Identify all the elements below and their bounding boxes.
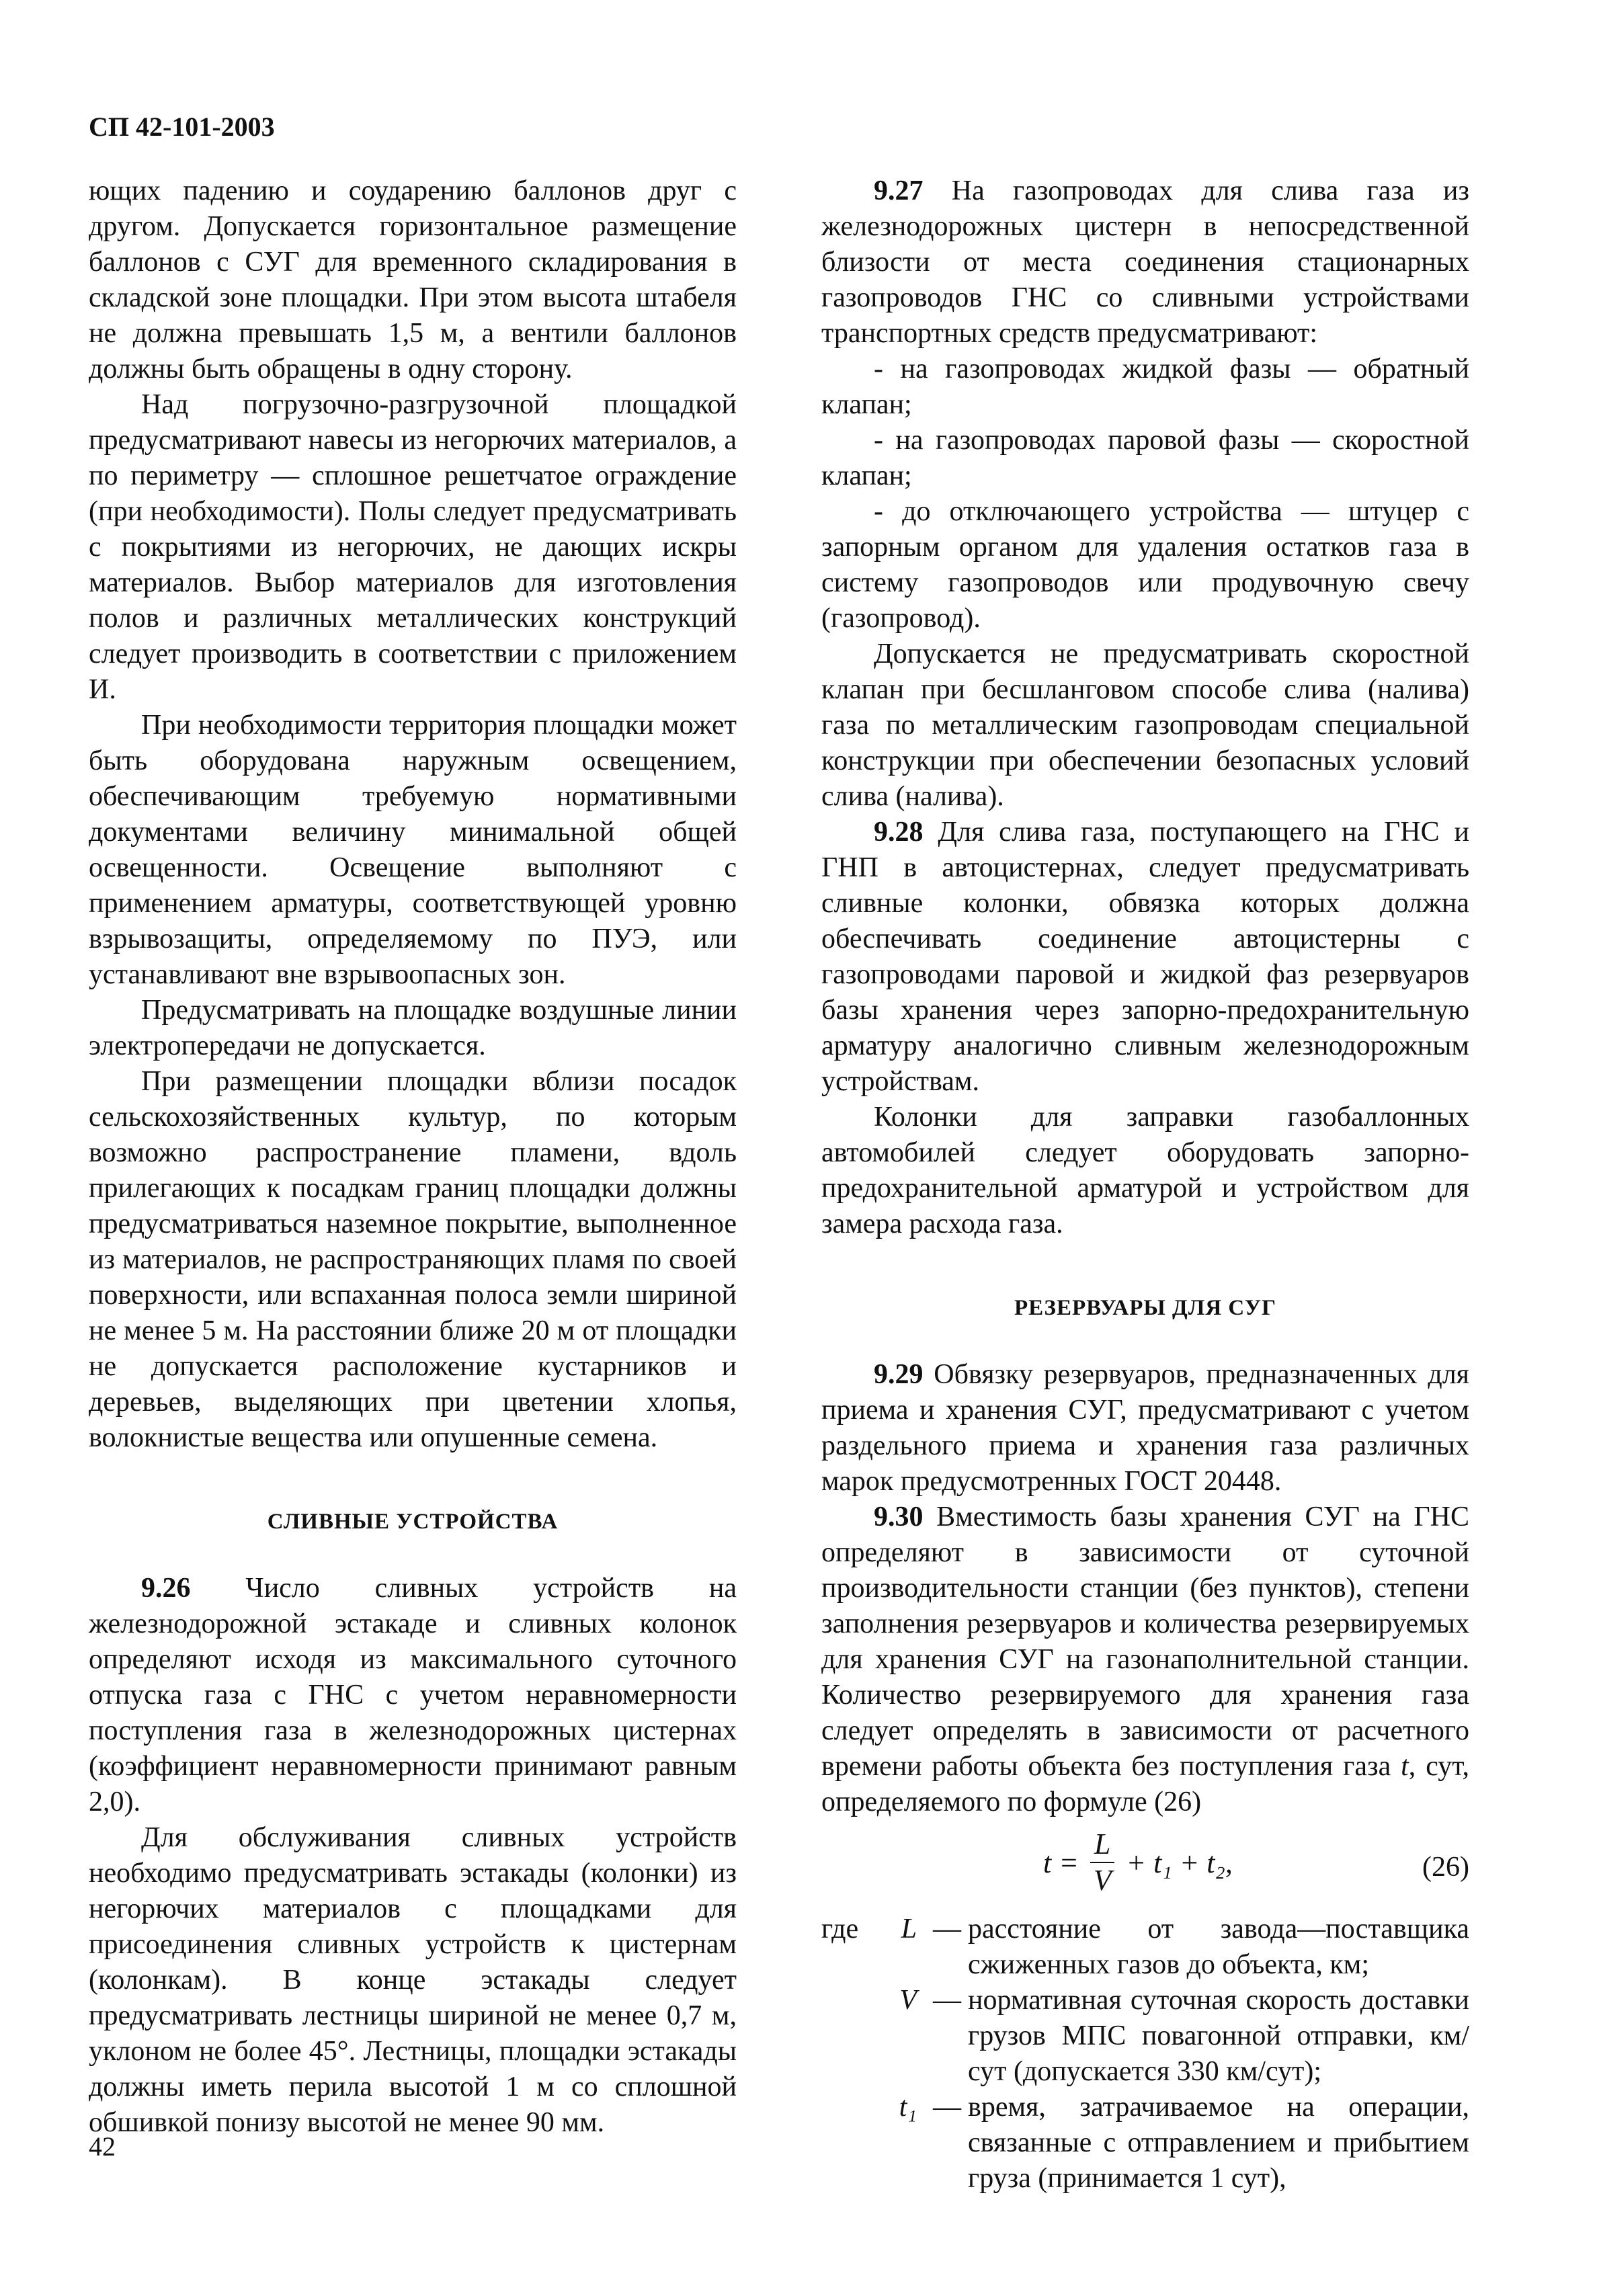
right-column [821,173,1469,2197]
definition-intro [821,2090,886,2197]
clause-9-27 [821,173,1469,352]
clause-text-end: , сут, определяемого по формуле (26) [821,1751,1469,1817]
clause-9-29 [821,1357,1469,1500]
clause-text: Вместимость базы хранения СУГ на ГНС определяют в зависимости от суточной производительности станции (без пунктов), степени заполнения резервуаров и количества резервируемых для хранения СУГ на газонаполнительной станции. Количество резервируемого для хранения газа следует определять в зависимости от расчетного времени работы объекта без поступления газа [821,1502,1469,1782]
clause-number: 9.29 [874,1359,924,1390]
paragraph: ющих падению и соударению баллонов друг с другом. Допускается горизонтальное размещение баллонов с СУГ для временного складирования в складской зоне площадки. При этом высота штабеля не должна превышать 1,5 м, а вентили баллонов должны быть обращены в одну сторону. [89,175,737,384]
clause-text: На газопроводах для слива газа из железнодорожных цистерн в непосредственной близости от места соединения стационарных газопроводов ГНС со сливными устройствами транспортных средств предусматривают: [821,175,1469,349]
definitions-list [821,1912,1469,2197]
clause-9-28 [821,815,1469,1100]
clause-9-26 [89,1571,737,1820]
list-item: - на газопроводах паровой фазы — скоростной клапан; [821,425,1469,491]
clause-number: 9.28 [874,817,924,848]
definition-symbol: L [901,1914,917,1944]
section-heading: СЛИВНЫЕ УСТРОЙСТВА [267,1510,559,1534]
page-number: 42 [89,2131,116,2162]
formula-denominator: V [1093,1864,1112,1897]
clause-number: 9.27 [874,175,924,206]
formula-fraction [1090,1827,1114,1898]
formula-lhs: t = [1043,1846,1079,1879]
paragraph: Допускается не предусматривать скоростной клапан при бесшланговом способе слива (налива) газа по металлическим газопроводам специальной конструкции при обеспечении безопасных условий слива (налива). [821,639,1469,812]
clause-number: 9.26 [141,1573,191,1604]
definition-text: расстояние от завода—поставщика сжиженных газов до объекта, км; [968,1914,1469,1980]
formula-26 [821,1827,1469,1906]
definition-dash: — [933,2092,961,2123]
definition-intro: где [821,1914,859,1944]
formula-rhs: + t₁ + t₂, [1126,1846,1233,1879]
formula-numerator: L [1090,1827,1114,1863]
paragraph: При необходимости территория площадки может быть оборудована наружным освещением, обеспечивающим требуемую нормативными документами величину минимальной общей освещенности. Освещение выполняют с применением арматуры, соответствующей уровню взрывозащиты, определяемому по ПУЭ, или устанавливают вне взрывоопасных зон. [89,710,737,990]
formula-expression [1043,1827,1233,1898]
definition-dash: — [933,1985,961,2016]
definition-text: время, затрачиваемое на операции, связанные с отправлением и прибытием груза (принимается 1 сут), [968,2092,1469,2194]
formula-number: (26) [1422,1852,1469,1883]
clause-text: Обвязку резервуаров, предназначенных для приема и хранения СУГ, предусматривают с учетом раздельного приема и хранения газа различных марок предусмотренных ГОСТ 20448. [821,1359,1469,1497]
section-heading: РЕЗЕРВУАРЫ ДЛЯ СУГ [1014,1296,1277,1320]
definition-dash: — [933,1914,961,1944]
list-item: - до отключающего устройства — штуцер с запорным органом для удаления остатков газа в систему газопроводов или продувочную свечу (газопровод). [821,496,1469,634]
paragraph: Для обслуживания сливных устройств необходимо предусматривать эстакады (колонки) из негорючих материалов с площадками для присоединения сливных устройств к цистернам (колонкам). В конце эстакады следует предусматривать лестницы шириной не менее 0,7 м, уклоном не более 45°. Лестницы, площадки эстакады должны иметь перила высотой 1 м со сплошной обшивкой понизу высотой не менее 90 мм. [89,1822,737,2138]
clause-text: Число сливных устройств на железнодорожной эстакаде и сливных колонок определяют исходя из максимального суточного отпуска газа с ГНС с учетом неравномерности поступления газа в железнодорожных цистернах (коэффициент неравномерности принимают равным 2,0). [89,1573,737,1817]
document-code-header: СП 42-101-2003 [89,112,275,142]
paragraph: Колонки для заправки газобаллонных автомобилей следует оборудовать запорно-предохранительной арматурой и устройством для замера расхода газа. [821,1102,1469,1239]
clause-text: Для слива газа, поступающего на ГНС и ГНП в автоцистернах, следует предусматривать сливные колонки, обвязка которых должна обеспечивать соединение автоцистерны с газопроводами паровой и жидкой фаз резервуаров базы хранения через запорно-предохранительную арматуру аналогично сливным железнодорожным устройствам. [821,817,1469,1097]
variable-t: t [1401,1751,1409,1782]
definition-intro [821,1983,886,2090]
left-column [89,173,737,2141]
definition-symbol: t₁ [899,2092,917,2123]
paragraph: При размещении площадки вблизи посадок сельскохозяйственных культур, по которым возможно распространение пламени, вдоль прилегающих к посадкам границ площадки должны предусматриваться наземное покрытие, выполненное из материалов, не распространяющих пламя по своей поверхности, или вспаханная полоса земли шириной не менее 5 м. На расстоянии ближе 20 м от площадки не допускается расположение кустарников и деревьев, выделяющих при цветении хлопья, волокнистые вещества или опушенные семена. [89,1066,737,1453]
definition-symbol: V [899,1985,917,2016]
paragraph: Над погрузочно-разгрузочной площадкой предусматривают навесы из негорючих материалов, а по периметру — сплошное решетчатое ограждение (при необходимости). Полы следует предусматривать с покрытиями из негорючих, не дающих искры материалов. Выбор материалов для изготовления полов и различных металлических конструкций следует производить в соответствии с приложением И. [89,389,737,705]
list-item: - на газопроводах жидкой фазы — обратный клапан; [821,354,1469,420]
clause-9-30 [821,1500,1469,1820]
definition-text: нормативная суточная скорость доставки грузов МПС повагонной отправки, км/сут (допускается 330 км/сут); [968,1985,1469,2087]
paragraph: Предусматривать на площадке воздушные линии электропередачи не допускается. [89,995,737,1061]
clause-number: 9.30 [874,1502,924,1532]
